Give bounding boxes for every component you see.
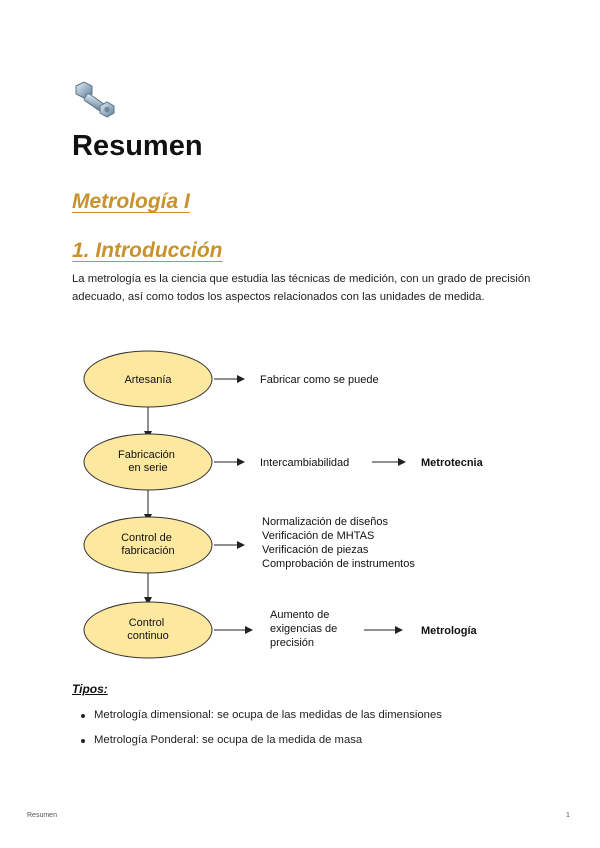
result-control-list: Normalización de diseños Verificación de MHTAS Verificación de piezas Comprobación de instrumentos [262, 516, 415, 570]
metrology-evolution-diagram [72, 350, 532, 670]
subject-heading: Metrología I [72, 190, 190, 213]
stage-label-artesania: Artesanía [124, 374, 172, 386]
page-title: Resumen [72, 130, 203, 162]
result-intercambiabilidad: Intercambiabilidad [260, 457, 350, 469]
outcome-metrologia: Metrología [421, 625, 477, 637]
list-item: Metrología Ponderal: se ocupa de la medida de masa [72, 731, 442, 756]
result-aumento: Aumento de exigencias de precisión [270, 609, 338, 649]
bolt-nut-icon [72, 80, 118, 120]
footer-page-number: 1 [566, 812, 570, 819]
stage-label-control-fabricacion: Control de fabricación [121, 532, 175, 557]
tipos-list [72, 706, 442, 756]
stage-label-control-continuo: Control continuo [127, 617, 169, 642]
list-item: Metrología dimensional: se ocupa de las medidas de las dimensiones [72, 706, 442, 731]
section-heading: 1. Introducción [72, 239, 223, 262]
stage-label-fabricacion-serie: Fabricación en serie [118, 449, 175, 474]
footer-document-name: Resumen [27, 812, 57, 819]
outcome-metrotecnia: Metrotecnia [421, 457, 483, 469]
result-fabricar: Fabricar como se puede [260, 374, 379, 386]
intro-paragraph: La metrología es la ciencia que estudia las técnicas de medición, con un grado de precisión adecuado, así como todos los aspectos relacionados con las unidades de medida. [72, 273, 531, 303]
tipos-heading: Tipos: [72, 682, 108, 696]
